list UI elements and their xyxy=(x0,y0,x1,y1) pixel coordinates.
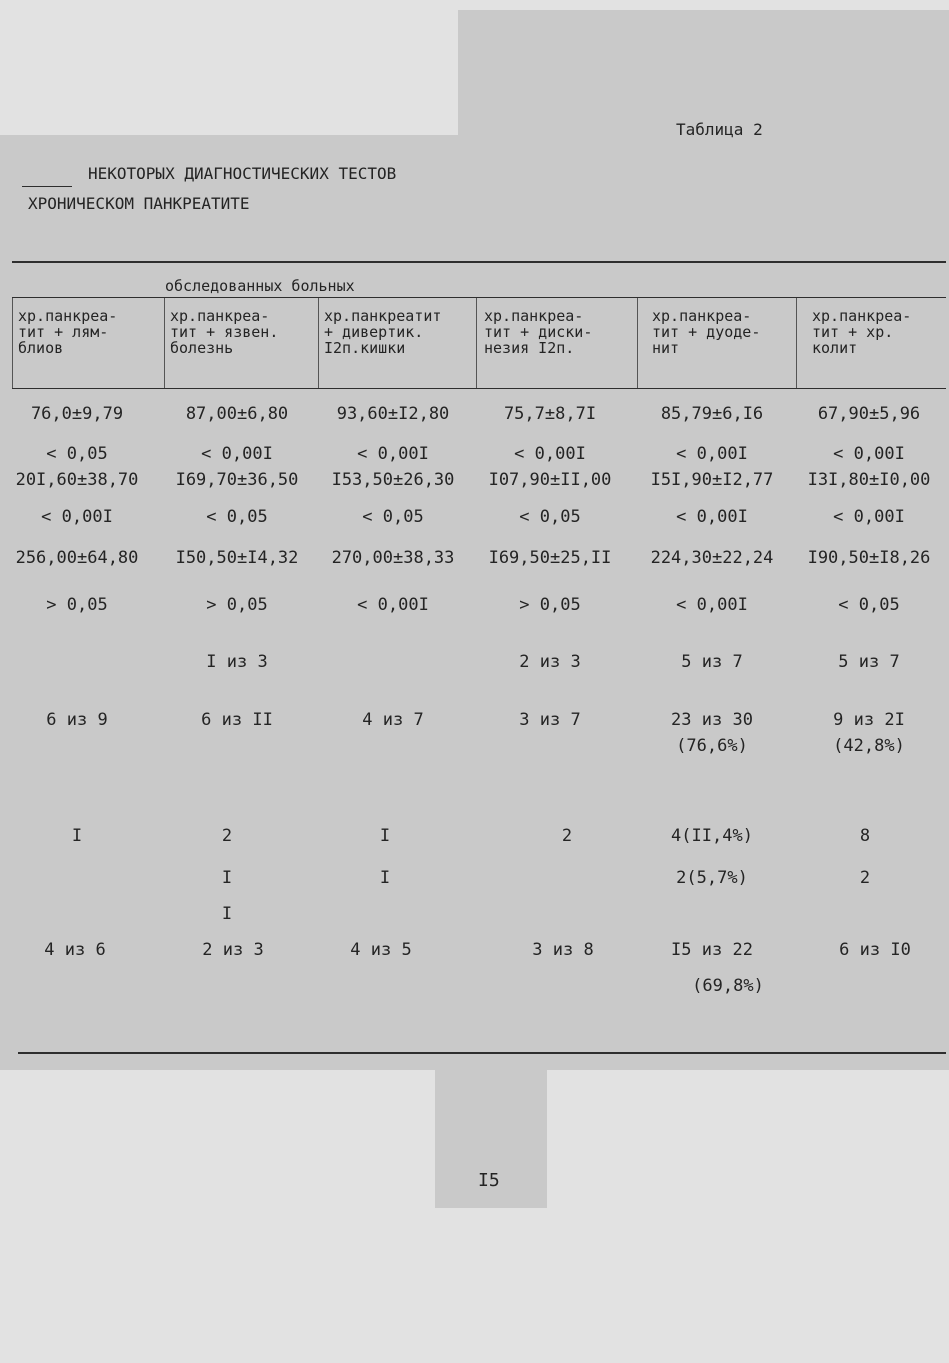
table-bottom-rule xyxy=(18,1052,946,1054)
table-cell: 75,7±8,7I xyxy=(503,404,597,424)
significance-cell: < 0,00I xyxy=(833,507,905,527)
count-cell: I5 из 22 xyxy=(671,940,753,960)
header-separator xyxy=(637,298,638,388)
table-cell: I3I,80±I0,00 xyxy=(807,470,931,490)
significance-cell: < 0,05 xyxy=(206,507,268,527)
header-separator xyxy=(476,298,477,388)
count-cell: 5 из 7 xyxy=(681,652,743,672)
count-cell: 2 из 3 xyxy=(519,652,581,672)
column-header: хр.панкреа- тит + язвен. болезнь xyxy=(170,307,279,357)
count-cell: 4(II,4%) xyxy=(671,826,753,846)
count-cell: 5 из 7 xyxy=(838,652,900,672)
table-cell: 93,60±I2,80 xyxy=(336,404,450,424)
significance-cell: < 0,00I xyxy=(676,444,748,464)
significance-cell: < 0,00I xyxy=(41,507,113,527)
header-separator xyxy=(164,298,165,388)
table-cell: I53,50±26,30 xyxy=(331,470,455,490)
column-header: хр.панкреа- тит + хр. колит xyxy=(812,307,912,357)
header-group-rule xyxy=(12,297,946,298)
title-dash xyxy=(22,186,72,187)
page-number: I5 xyxy=(478,1170,500,1191)
column-header: хр.панкреа- тит + дуоде- нит xyxy=(652,307,761,357)
count-cell: I xyxy=(221,904,233,924)
significance-cell: > 0,05 xyxy=(206,595,268,615)
significance-cell: < 0,05 xyxy=(362,507,424,527)
count-cell: I из 3 xyxy=(206,652,268,672)
percent-cell: (69,8%) xyxy=(692,976,764,996)
significance-cell: < 0,05 xyxy=(519,507,581,527)
table-cell: I69,50±25,II xyxy=(488,548,612,568)
count-cell: I xyxy=(71,826,83,846)
count-cell: I xyxy=(379,826,391,846)
significance-cell: < 0,00I xyxy=(357,444,429,464)
table-cell: I07,90±II,00 xyxy=(488,470,612,490)
group-header: обследованных больных xyxy=(165,277,355,295)
count-cell: 6 из 9 xyxy=(46,710,108,730)
table-cell: 20I,60±38,70 xyxy=(15,470,139,490)
significance-cell: > 0,05 xyxy=(46,595,108,615)
table-top-rule xyxy=(12,261,946,263)
table-cell: 270,00±38,33 xyxy=(331,548,455,568)
table-title-line2: ХРОНИЧЕСКОМ ПАНКРЕАТИТЕ xyxy=(28,194,250,213)
column-header: хр.панкреа- тит + диски- незия I2п. xyxy=(484,307,593,357)
significance-cell: < 0,00I xyxy=(201,444,273,464)
count-cell: 6 из I0 xyxy=(839,940,911,960)
column-header: хр.панкреатит + дивертик. I2п.кишки xyxy=(324,307,442,357)
percent-cell: (42,8%) xyxy=(833,736,905,756)
count-cell: 4 из 5 xyxy=(350,940,412,960)
table-cell: 76,0±9,79 xyxy=(30,404,124,424)
table-cell: 85,79±6,I6 xyxy=(660,404,764,424)
table-cell: I69,70±36,50 xyxy=(175,470,299,490)
count-cell: 6 из II xyxy=(201,710,273,730)
table-label: Таблица 2 xyxy=(676,120,763,139)
table-cell: 67,90±5,96 xyxy=(817,404,921,424)
header-separator xyxy=(318,298,319,388)
significance-cell: < 0,00I xyxy=(676,507,748,527)
percent-cell: (76,6%) xyxy=(676,736,748,756)
table-title-line1: НЕКОТОРЫХ ДИАГНОСТИЧЕСКИХ ТЕСТОВ xyxy=(88,164,397,183)
significance-cell: < 0,05 xyxy=(46,444,108,464)
count-cell: 2(5,7%) xyxy=(676,868,748,888)
significance-cell: < 0,00I xyxy=(833,444,905,464)
table-cell: I90,50±I8,26 xyxy=(807,548,931,568)
significance-cell: < 0,00I xyxy=(514,444,586,464)
count-cell: 2 xyxy=(221,826,233,846)
header-separator xyxy=(796,298,797,388)
count-cell: 2 xyxy=(561,826,573,846)
table-cell: I50,50±I4,32 xyxy=(175,548,299,568)
count-cell: 4 из 6 xyxy=(44,940,106,960)
count-cell: 3 из 7 xyxy=(519,710,581,730)
count-cell: 23 из 30 xyxy=(671,710,753,730)
table-cell: 87,00±6,80 xyxy=(185,404,289,424)
count-cell: I xyxy=(221,868,233,888)
table-cell: 224,30±22,24 xyxy=(650,548,774,568)
count-cell: 3 из 8 xyxy=(532,940,594,960)
count-cell: 2 из 3 xyxy=(202,940,264,960)
significance-cell: < 0,05 xyxy=(838,595,900,615)
header-separator xyxy=(12,298,13,388)
count-cell: 4 из 7 xyxy=(362,710,424,730)
count-cell: 2 xyxy=(859,868,871,888)
count-cell: I xyxy=(379,868,391,888)
table-cell: I5I,90±I2,77 xyxy=(650,470,774,490)
column-header: хр.панкреа- тит + лям- блиов xyxy=(18,307,118,357)
count-cell: 9 из 2I xyxy=(833,710,905,730)
significance-cell: < 0,00I xyxy=(676,595,748,615)
header-bottom-rule xyxy=(12,388,946,389)
table-cell: 256,00±64,80 xyxy=(15,548,139,568)
significance-cell: > 0,05 xyxy=(519,595,581,615)
significance-cell: < 0,00I xyxy=(357,595,429,615)
count-cell: 8 xyxy=(859,826,871,846)
